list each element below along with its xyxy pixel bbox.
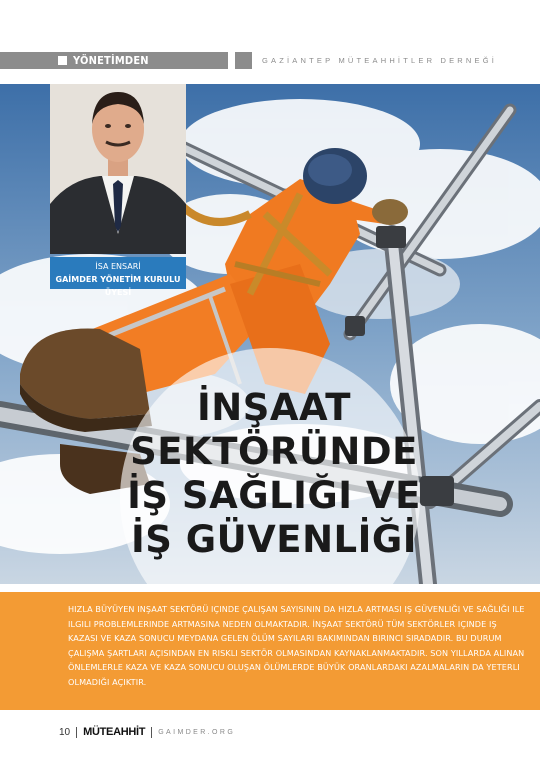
website-url: GAIMDER.ORG bbox=[158, 728, 236, 736]
author-name: İSA ENSARİ bbox=[95, 262, 141, 271]
author-portrait-photo bbox=[50, 84, 186, 254]
page-footer bbox=[59, 724, 235, 740]
page-number: 10 bbox=[59, 726, 71, 738]
author-caption bbox=[50, 257, 186, 297]
footer-divider bbox=[76, 727, 77, 738]
square-bullet-icon bbox=[58, 56, 67, 65]
intro-paragraph: HIZLA BÜYÜYEN INŞAAT SEKTÖRÜ IÇINDE ÇALIŞAN SAYISININ DA HIZLA ARTMASI IŞ GÜVENLIĞI VE SAĞLIĞI ILE ILGILI PROBLEMLERINDE ARTMASINA NEDEN OLMAKTADIR. İNŞAAT SEKTÖRÜ TÜM SEKTÖRLER IÇINDE IŞ KAZASI VE KAZA SONUCU MEYDANA GELEN ÖLÜM SAYILARI BAKIMINDAN BIRINCI SIRADADIR. BU DURUM ÇALIŞMA ŞARTLARI AÇISINDAN EN RISKLI SEKTÖR OLMASINDAN KAYNAKLANMAKTADIR. SON YILLARDA ALINAN ÖNLEMLERLE KAZA VE KAZA SONUCU OLUŞAN ÖLÜMLERDE BÜYÜK ORANLARDAKI AZALMALARIN DA YETERLI OLMADIĞI AÇIKTIR. bbox=[68, 604, 525, 687]
section-tab bbox=[0, 52, 228, 69]
footer-divider-2 bbox=[151, 727, 152, 738]
section-label: YÖNETİMDEN bbox=[73, 54, 149, 67]
title-line-1: İNŞAAT bbox=[196, 386, 352, 429]
organization-name: GAZİANTEP MÜTEAHHİTLER DERNEĞİ bbox=[262, 56, 498, 65]
author-role: GAİMDER YÖNETİM KURULU ÜYESİ bbox=[55, 275, 181, 297]
title-line-3: İŞ SAĞLIĞI VE bbox=[127, 474, 421, 517]
magazine-name: MÜTEAHHİT bbox=[83, 726, 146, 738]
header-accent-block bbox=[235, 52, 252, 69]
article-title bbox=[118, 386, 430, 562]
title-line-4: İŞ GÜVENLİĞİ bbox=[130, 518, 418, 561]
intro-box bbox=[0, 592, 540, 710]
title-line-2: SEKTÖRÜNDE bbox=[130, 430, 418, 473]
